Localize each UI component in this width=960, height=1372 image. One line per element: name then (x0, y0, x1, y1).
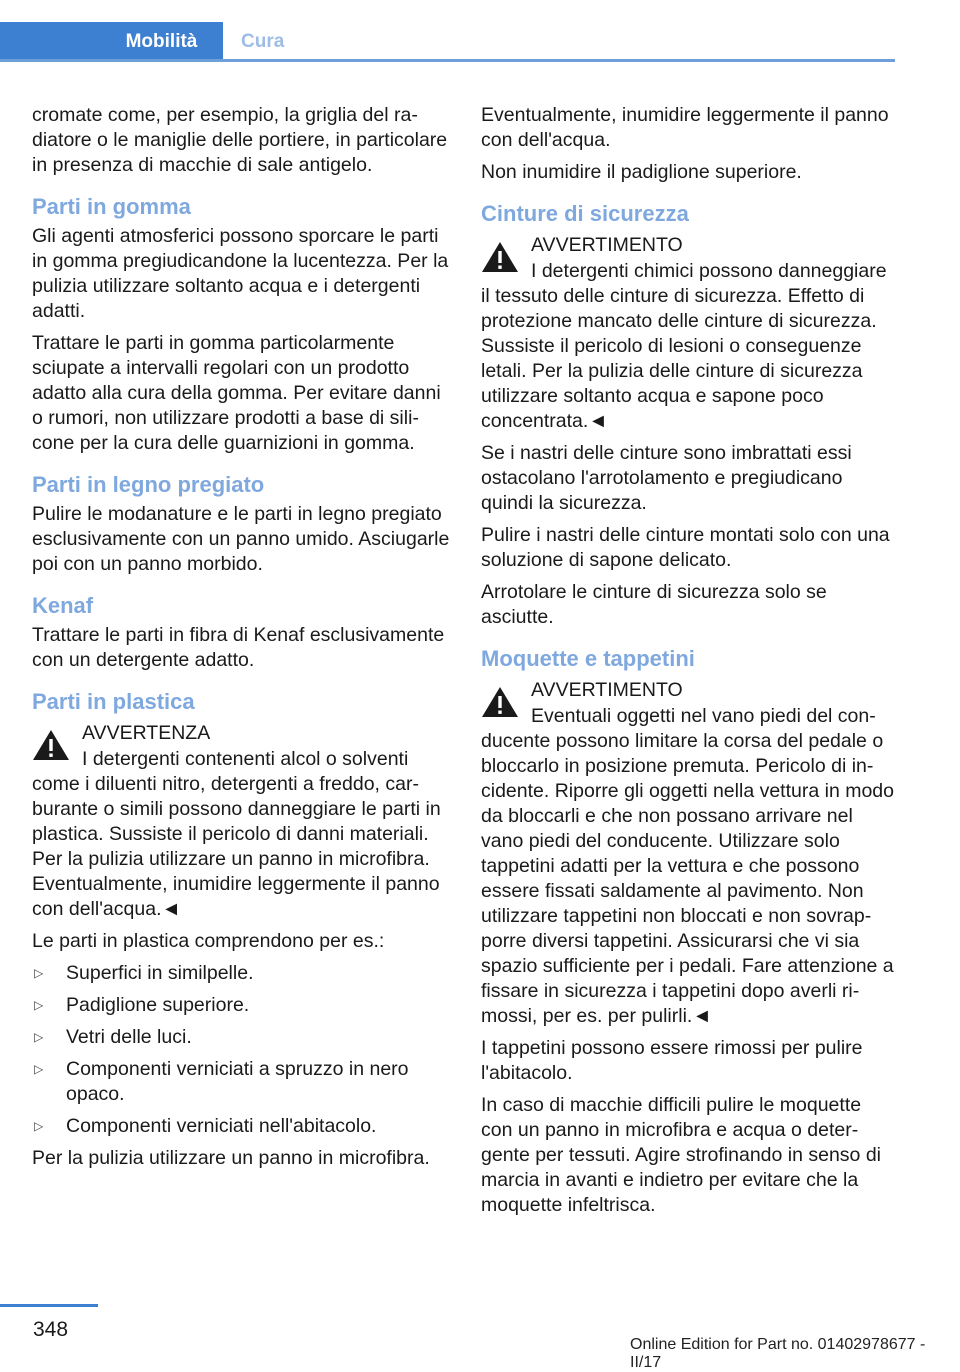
triangle-bullet-icon: ▷ (34, 1119, 44, 1133)
list-item-text: Padiglione superiore. (66, 994, 250, 1016)
triangle-bullet-icon: ▷ (34, 966, 44, 980)
tab-underline (0, 59, 895, 62)
triangle-bullet-icon: ▷ (34, 1030, 44, 1044)
heading-wood-parts: Parti in legno pregiato (32, 472, 265, 497)
list-item-text: Vetri delle luci. (66, 1026, 192, 1048)
heading-kenaf: Kenaf (32, 593, 94, 618)
continued-paragraph-2: Non inumidire il padiglione superiore. (481, 161, 802, 183)
carpets-paragraph-2: In caso di macchie difficili pulire le moquette con un panno in microfibra e acqua o detergente per tessuti. Agire strofinando in senso di marcia in avanti e indietro per evitare che la moquette infeltrisca. (481, 1094, 881, 1216)
warning-body: Eventuali oggetti nel vano piedi del conducente possono limitare la corsa del pedale o bloccarlo in posizione premuta. Pericolo di incidente. Riporre gli oggetti nella vettura in modo da bloccarli e che non possano arrivare nel vano piedi del conducente. Utilizzare solo tappetini adatti per la vettura e che possono essere fissati saldamente al pavimento. Non utilizzare tappetini non bloccati e non sovrapporre diversi tappetini. Assicurarsi che vi sia spazio sufficiente per i pedali. Fare attenzione a fissare in sicurezza i tappetini dopo averli rimossi, per es. per pulirli.◄ (481, 705, 894, 1027)
continued-paragraph-1: Eventualmente, inumidire leggermente il panno con dell'acqua. (481, 104, 889, 151)
warning-triangle-icon (32, 729, 70, 761)
heading-carpets-mats: Moquette e tappetini (481, 646, 695, 671)
wood-paragraph: Pulire le modanature e le parti in legno pregiato esclusivamente con un panno umido. Asciugarle poi con un panno morbido. (32, 503, 450, 575)
carpets-paragraph-1: I tappetini possono essere rimossi per pulire l'abitacolo. (481, 1037, 863, 1084)
footer-accent-line (0, 1304, 98, 1307)
plastic-parts-list (32, 961, 450, 1139)
rubber-paragraph-2: Trattare le parti in gomma particolarmente sciupate a intervalli regolari con un prodotto adatto alla cura della gomma. Per evitare danni o rumori, non utilizzare prodotti a base di silicone per la cura delle guarnizioni in gomma. (32, 332, 441, 454)
warning-triangle-icon (481, 686, 519, 718)
seat-belts-paragraph-2: Pulire i nastri delle cinture montati solo con una soluzione di sapone delicato. (481, 524, 890, 571)
list-item (32, 1025, 450, 1050)
tab-mobilita[interactable]: Mobilità (100, 22, 223, 62)
list-item (32, 993, 450, 1018)
page-number: 348 (33, 1318, 69, 1341)
heading-plastic-parts: Parti in plastica (32, 689, 195, 714)
seat-belts-paragraph-3: Arrotolare le cinture di sicurezza solo se asciutte. (481, 581, 827, 628)
tab-spacer (0, 22, 100, 62)
plastic-list-intro: Le parti in plastica comprendono per es.: (32, 930, 385, 952)
seat-belts-paragraph-1: Se i nastri delle cinture sono imbrattati essi ostacolano l'arrotolamento e pregiudicano quindi la sicurezza. (481, 442, 852, 514)
list-item (32, 1057, 450, 1107)
intro-paragraph: cromate come, per esempio, la griglia del radiatore o le maniglie delle portiere, in particolare in presenza di macchie di sale antigelo. (32, 104, 448, 176)
carpets-warning (481, 676, 895, 1029)
heading-seat-belts: Cinture di sicurezza (481, 201, 689, 226)
warning-title: AVVERTIMENTO (531, 234, 683, 256)
warning-body: I detergenti contenenti alcol o solventi come i diluenti nitro, detergenti a freddo, carburante o simili possono danneggiare le parti in plastica. Sussiste il pericolo di danni materiali. Per la pulizia utilizzare un panno in microfibra. Eventualmente, inumidire leggermente il panno con dell'acqua.◄ (32, 748, 441, 920)
section-tabs (0, 22, 895, 62)
kenaf-paragraph: Trattare le parti in fibra di Kenaf esclusivamente con un detergente adatto. (32, 624, 445, 671)
list-item-text: Superfici in similpelle. (66, 962, 254, 984)
triangle-bullet-icon: ▷ (34, 998, 44, 1012)
list-item-text: Componenti verniciati nell'abitacolo. (66, 1115, 377, 1137)
warning-title: AVVERTIMENTO (531, 679, 683, 701)
seat-belts-warning (481, 231, 895, 434)
right-column (481, 103, 895, 1225)
list-item-text: Componenti verniciati a spruzzo in nero opaco. (66, 1058, 409, 1105)
edition-footer: Online Edition for Part no. 01402978677 - II/17 (630, 1336, 926, 1371)
plastic-closing-paragraph: Per la pulizia utilizzare un panno in microfibra. (32, 1147, 430, 1169)
plastic-warning (32, 719, 450, 922)
left-column (32, 103, 450, 1178)
triangle-bullet-icon: ▷ (34, 1062, 44, 1076)
warning-triangle-icon (481, 241, 519, 273)
warning-body: I detergenti chimici possono danneggiare il tessuto delle cinture di sicurezza. Effetto di protezione mancato delle cinture di sicurezza. Sussiste il pericolo di lesioni o conseguenze letali. Per la pulizia delle cinture di sicurezza utilizzare soltanto acqua e sapone poco concentrata.◄ (481, 260, 887, 432)
list-item (32, 961, 450, 986)
tab-cura[interactable]: Cura (241, 31, 285, 52)
list-item (32, 1114, 450, 1139)
warning-title: AVVERTENZA (82, 722, 211, 744)
rubber-paragraph-1: Gli agenti atmosferici possono sporcare le parti in gomma pregiudicandone la lucentezza. Per la pulizia utilizzare soltanto acqua e i detergenti adatti. (32, 225, 449, 322)
heading-rubber-parts: Parti in gomma (32, 194, 191, 219)
